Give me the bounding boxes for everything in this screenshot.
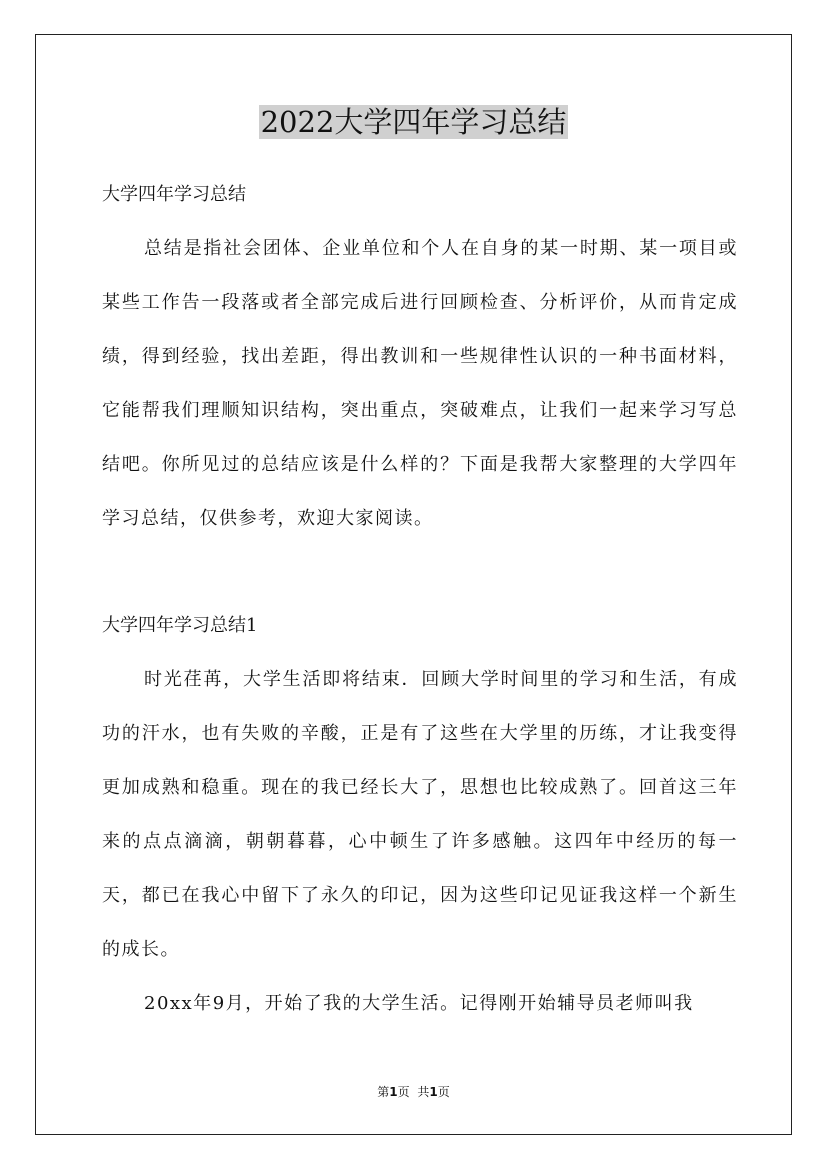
section-heading: 大学四年学习总结1	[102, 615, 258, 636]
footer-total-suffix: 页	[437, 1085, 450, 1099]
footer-page-num: 1	[389, 1085, 398, 1099]
intro-paragraph: 总结是指社会团体、企业单位和个人在自身的某一时期、某一项目或某些工作告一段落或者全部完成后进行回顾检查、分析评价，从而肯定成绩，得到经验，找出差距，得出教训和一些规律性认识的一种书面材料，它能帮我们理顺知识结构，突出重点，突破难点，让我们一起来学习写总结吧。你所见过的总结应该是什么样的？下面是我帮大家整理的大学四年学习总结，仅供参考，欢迎大家阅读。	[102, 238, 738, 529]
document-title-text: 2022大学四年学习总结	[260, 105, 567, 139]
page-footer	[0, 1083, 827, 1101]
section-paragraph-1: 时光荏苒，大学生活即将结束．回顾大学时间里的学习和生活，有成功的汗水，也有失败的辛酸，正是有了这些在大学里的历练，才让我变得更加成熟和稳重。现在的我已经长大了，思想也比较成熟了。回首这三年来的点点滴滴，朝朝暮暮，心中顿生了许多感触。这四年中经历的每一天，都已在我心中留下了永久的印记，因为这些印记见证我这样一个新生的成长。	[102, 669, 738, 960]
footer-total-prefix: 共	[417, 1085, 430, 1099]
document-title	[0, 98, 827, 146]
footer-total-num: 1	[429, 1085, 438, 1099]
subtitle: 大学四年学习总结	[102, 184, 246, 205]
footer-page-prefix: 第	[377, 1085, 390, 1099]
section-paragraph-2: 20xx年9月，开始了我的大学生活。记得刚开始辅导员老师叫我	[144, 993, 694, 1014]
footer-page-suffix: 页	[397, 1085, 410, 1099]
